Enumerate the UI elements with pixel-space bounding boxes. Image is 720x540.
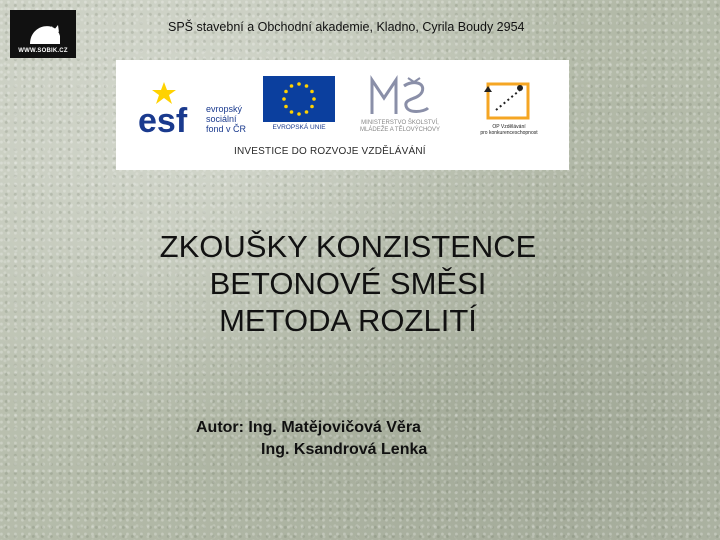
eu-star-icon — [305, 110, 309, 114]
author-line: Ing. Ksandrová Lenka — [261, 441, 428, 458]
eu-star-icon — [310, 105, 314, 109]
op-logo — [474, 74, 544, 136]
op-line: pro konkurenceschopnost — [480, 130, 538, 136]
esf-line: sociální — [206, 114, 237, 124]
msmt-logo — [340, 74, 460, 136]
eu-star-icon — [290, 84, 294, 88]
eu-star-icon — [305, 84, 309, 88]
school-emblem-icon — [10, 10, 76, 50]
title-line: METODA ROZLITÍ — [219, 303, 477, 338]
esf-line: fond v ČR — [206, 124, 247, 134]
eu-star-icon — [282, 97, 286, 101]
esf-star-icon — [136, 76, 206, 134]
esf-line: evropský — [206, 104, 243, 114]
author-line: Autor: Ing. Matějovičová Věra — [196, 419, 421, 436]
eu-star-icon — [312, 97, 316, 101]
msmt-line: MINISTERSTVO ŠKOLSTVÍ, — [361, 120, 439, 126]
investice-text: INVESTICE DO ROZVOJE VZDĚLÁVÁNÍ — [234, 146, 426, 157]
eu-flag-icon — [263, 76, 335, 122]
school-logo — [10, 10, 76, 58]
title-line: BETONOVÉ SMĚSI — [209, 266, 487, 301]
author-block — [196, 417, 427, 461]
eu-star-icon — [297, 82, 301, 86]
esf-logo — [136, 76, 256, 134]
op-line: OP Vzdělávání — [492, 124, 526, 130]
eu-logo — [263, 76, 335, 134]
school-header: SPŠ stavební a Obchodní akademie, Kladno, Cyrila Boudy 2954 — [168, 20, 525, 34]
eu-star-icon — [284, 105, 288, 109]
page-title — [0, 228, 696, 339]
eu-star-icon — [284, 90, 288, 94]
funding-banner — [116, 60, 569, 170]
title-line: ZKOUŠKY KONZISTENCE — [159, 229, 537, 264]
msmt-monogram-icon — [368, 74, 432, 118]
logo-url-text: WWW.SOBIK.CZ — [18, 48, 68, 54]
svg-text:esf: esf — [138, 102, 188, 134]
eu-stars-icon — [263, 76, 335, 122]
msmt-text — [340, 120, 460, 134]
op-text — [474, 124, 544, 136]
msmt-line: MLÁDEŽE A TĚLOVÝCHOVY — [360, 127, 440, 133]
eu-star-icon — [290, 110, 294, 114]
eu-label: EVROPSKÁ UNIE — [272, 124, 326, 131]
esf-text — [206, 104, 246, 134]
op-vzdelavani-icon — [474, 74, 544, 124]
eu-star-icon — [297, 112, 301, 116]
eu-star-icon — [310, 90, 314, 94]
